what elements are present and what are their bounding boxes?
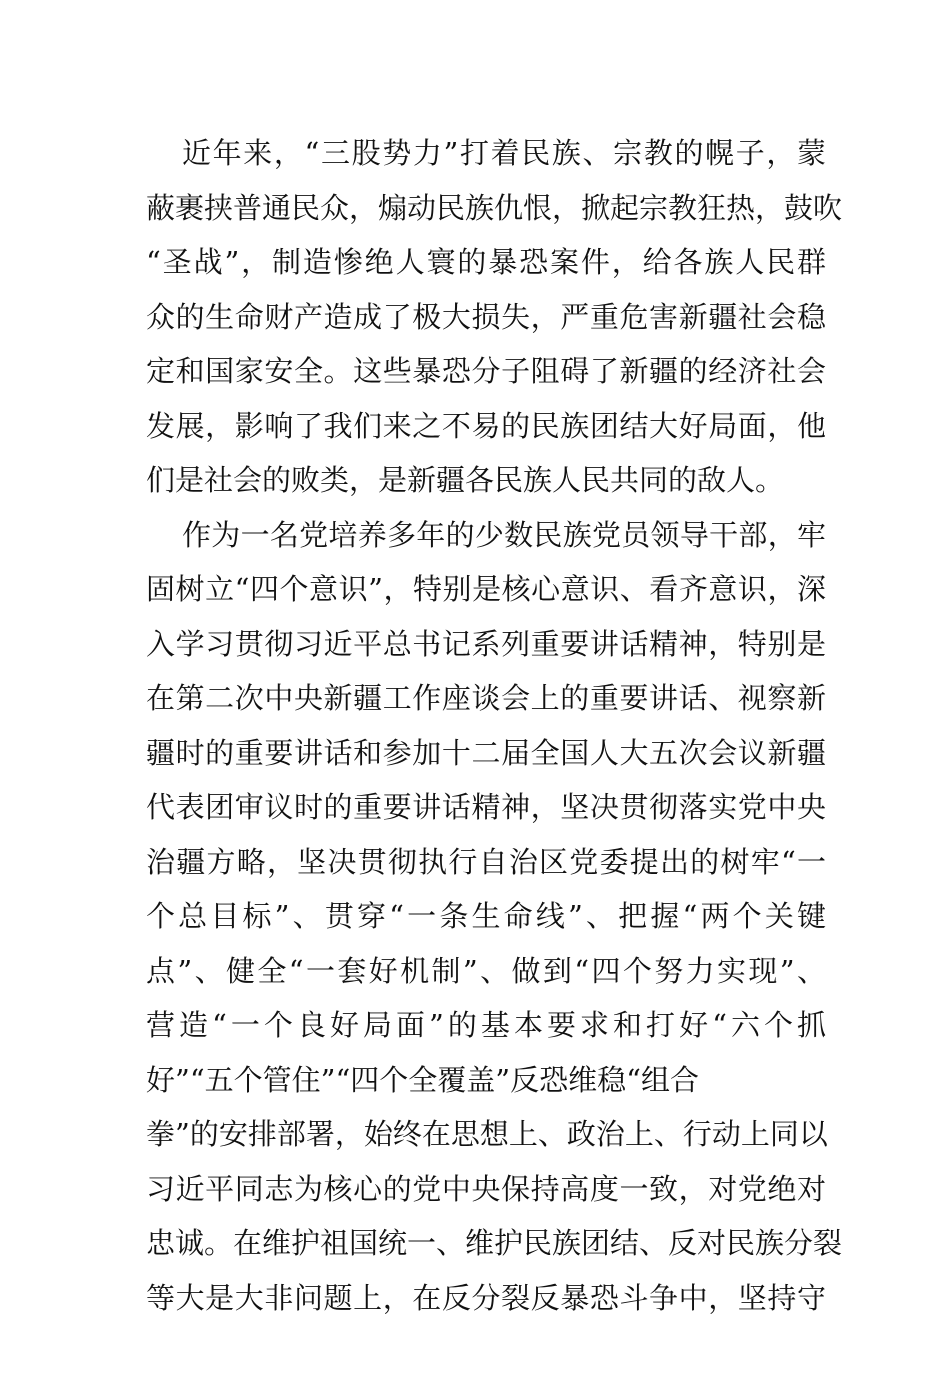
paragraph-line: 好”“五个管住”“四个全覆盖”反恐维稳“组合 xyxy=(146,1062,699,1097)
paragraph-line: 在第二次中央新疆工作座谈会上的重要讲话、视察新 xyxy=(146,681,826,715)
paragraph-1 xyxy=(146,126,843,508)
paragraph-line: 拳”的安排部署，始终在思想上、政治上、行动上同以 xyxy=(146,1117,828,1151)
paragraph-line: 们是社会的败类，是新疆各民族人民共同的敌人。 xyxy=(146,463,785,497)
paragraph-line: 众的生命财产造成了极大损失，严重危害新疆社会稳 xyxy=(146,299,826,334)
paragraph-line: 代表团审议时的重要讲话精神，坚决贯彻落实党中央 xyxy=(146,790,826,824)
paragraph-2 xyxy=(146,508,843,1380)
paragraph-line: 习近平同志为核心的党中央保持高度一致，对党绝对 xyxy=(146,1171,826,1206)
paragraph-line: 近年来，“三股势力”打着民族、宗教的幌子，蒙 xyxy=(182,136,826,170)
paragraph-line: “圣战”，制造惨绝人寰的暴恐案件，给各族人民群 xyxy=(146,245,826,279)
paragraph-line: 疆时的重要讲话和参加十二届全国人大五次会议新疆 xyxy=(146,735,826,770)
paragraph-line: 作为一名党培养多年的少数民族党员领导干部，牢 xyxy=(182,517,826,552)
paragraph-line: 治疆方略，坚决贯彻执行自治区党委提出的树牢“一 xyxy=(146,844,826,879)
paragraph-line: 营造“一个良好局面”的基本要求和打好“六个抓 xyxy=(146,1008,826,1042)
paragraph-line: 固树立“四个意识”，特别是核心意识、看齐意识，深 xyxy=(146,572,826,606)
paragraph-line: 等大是大非问题上，在反分裂反暴恐斗争中，坚持守 xyxy=(146,1280,826,1315)
paragraph-line: 忠诚。在维护祖国统一、维护民族团结、反对民族分裂 xyxy=(146,1226,843,1260)
paragraph-line: 定和国家安全。这些暴恐分子阻碍了新疆的经济社会 xyxy=(146,354,826,388)
paragraph-line: 入学习贯彻习近平总书记系列重要讲话精神，特别是 xyxy=(146,626,826,661)
paragraph-line: 发展，影响了我们来之不易的民族团结大好局面，他 xyxy=(146,408,826,443)
paragraph-line: 点”、健全“一套好机制”、做到“四个努力实现”、 xyxy=(146,953,826,988)
body-text xyxy=(146,126,843,1380)
paragraph-line: 蔽裹挟普通民众，煽动民族仇恨，掀起宗教狂热，鼓吹 xyxy=(146,190,843,225)
paragraph-line: 个总目标”、贯穿“一条生命线”、把握“两个关键 xyxy=(146,899,826,933)
paragraph-line xyxy=(146,1325,826,1380)
